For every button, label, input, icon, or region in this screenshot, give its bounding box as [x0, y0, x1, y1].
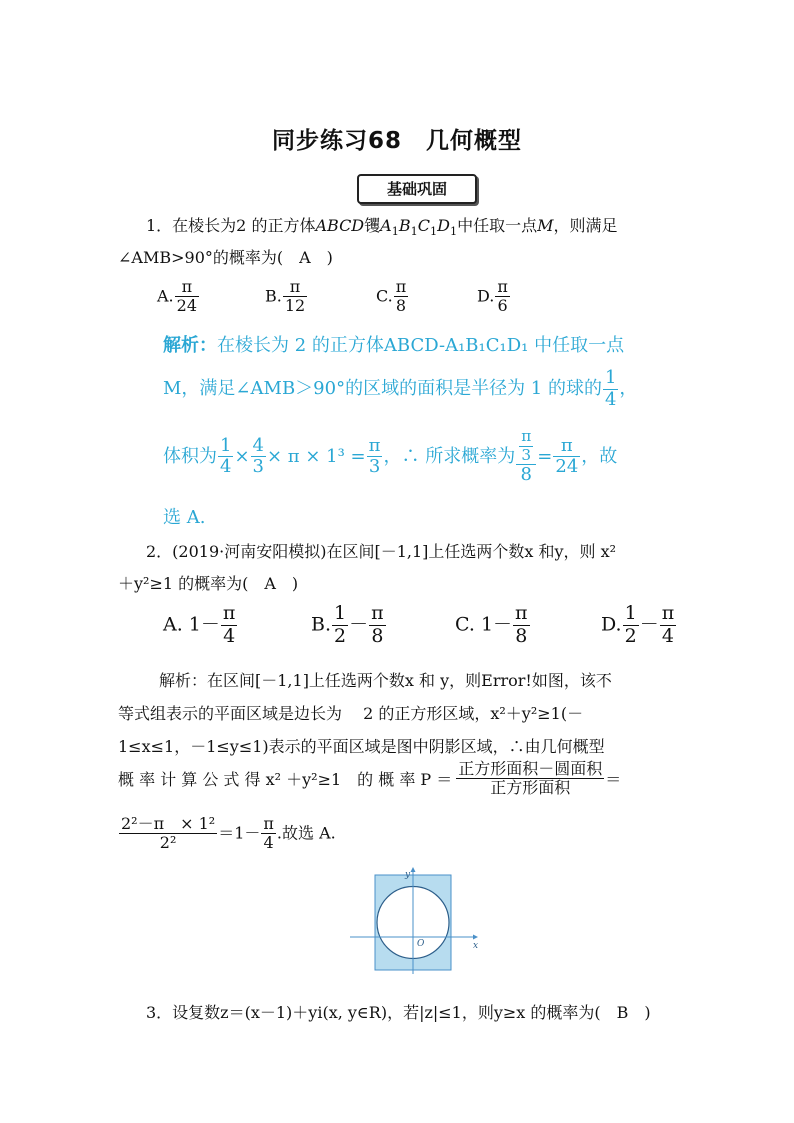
q2-option-c-label: C. 1－	[455, 613, 513, 636]
q2-option-b-num2: π	[371, 602, 384, 624]
q1-sol2-frac-num: 1	[604, 367, 617, 388]
q1-solution-line3	[163, 428, 617, 486]
q1-line1-post: 中任取一点	[457, 216, 538, 235]
q1-solution-line2	[163, 368, 637, 410]
q1-sol3-f2-den: 3	[252, 456, 264, 478]
q2-sol4-text: 概 率 计 算 公 式 得 x² ＋y²≥1 的 概 率 P ＝	[118, 770, 453, 790]
q2-option-b-minus: －	[349, 613, 369, 636]
q1-option-c-num: π	[395, 277, 407, 296]
q2-option-b	[311, 603, 387, 648]
q2-sol4-den: 正方形面积	[490, 778, 571, 798]
q1-sol3-f5-num: π	[553, 436, 580, 458]
q3-line1: 3．设复数z＝(x－1)＋yi(x, y∈R)，若|z|≤1，则y≥x 的概率为( B )	[146, 1003, 651, 1022]
q1-sol3-eq: =	[537, 445, 553, 467]
q1-sol3-f4-den: 8	[520, 464, 532, 486]
q1-sol3-end: ，故	[581, 445, 618, 467]
q2-option-b-label: B.	[311, 613, 332, 636]
q1-option-d	[477, 278, 511, 316]
q2-option-b-num1: 1	[334, 602, 347, 624]
origin-label: O	[417, 939, 425, 949]
q2-option-a-num: π	[222, 602, 236, 624]
q2-figure	[345, 864, 485, 979]
q2-sol5-fden: 4	[263, 833, 274, 853]
x-axis-label: x	[473, 941, 479, 951]
q2-line2: ＋y²≥1 的概率为( A )	[118, 574, 299, 593]
q1-solution-line1	[163, 331, 624, 357]
q2-sol4-num: 正方形面积－圆面积	[458, 759, 603, 778]
q1-option-c-label: C.	[376, 286, 393, 306]
q2-sol5-mid: ＝1－	[218, 823, 261, 843]
q2-option-d-num2: π	[661, 602, 675, 624]
q2-solution-line1: 解析：在区间[－1,1]上任选两个数x 和 y，则Error!如图，该不	[159, 671, 612, 690]
q2-option-a-den: 4	[223, 624, 236, 647]
q1-option-d-num: π	[497, 277, 508, 296]
q1-option-b	[265, 278, 308, 316]
q1-sol3-a: 体积为	[163, 445, 217, 467]
q1-option-b-label: B.	[265, 286, 282, 306]
q1-line1-end: ，则满足	[553, 216, 618, 235]
section-label: 基础巩固	[357, 174, 477, 204]
q2-option-a	[163, 603, 238, 648]
q2-option-d-minus: －	[639, 613, 659, 636]
q2-sol5-fnum: π	[263, 814, 274, 833]
q1-solution-text1: 在棱长为 2 的正方体ABCD-A₁B₁C₁D₁ 中任取一点	[217, 335, 625, 356]
q1-sol3-times: ×	[234, 445, 250, 467]
q1-option-c	[376, 278, 409, 316]
q2-sol5-num: 2²－π × 1²	[121, 814, 216, 833]
q1-garbled: 䦆	[364, 216, 381, 235]
y-axis-arrow	[411, 867, 416, 872]
q1-sol3-f5-den: 24	[555, 456, 579, 478]
q1-cube2: A	[380, 216, 392, 235]
q1-cube: ABCD	[315, 216, 365, 235]
q2-option-c-num: π	[515, 602, 528, 624]
q2-option-a-label: A. 1－	[163, 613, 220, 636]
q1-line1: 1．在棱长为2 的正方体ABCD䦆$A_1B_1C_1D_1$中任取一点M，则满足	[146, 216, 618, 238]
q1-sol3-f3-num: π	[368, 434, 381, 456]
q2-sol5-end: .故选 A.	[276, 823, 336, 843]
q2-option-b-den2: 8	[371, 624, 384, 647]
q2-option-d-den2: 4	[661, 624, 675, 647]
q2-option-d	[601, 603, 677, 648]
q1-sol3-f4-top: π	[521, 427, 532, 445]
q2-sol5-den: 2²	[159, 833, 177, 853]
q1-option-c-den: 8	[395, 296, 407, 316]
q1-option-d-label: D.	[477, 286, 495, 306]
q1-sol3-so: ，∴ 所求概率为	[383, 445, 516, 467]
page-title: 同步练习68 几何概型	[271, 128, 522, 154]
q1-solution-text2: M，满足∠AMB＞90°的区域的面积是半径为 1 的球的	[163, 378, 602, 400]
q1-option-a	[157, 278, 200, 316]
q2-option-c	[455, 603, 531, 648]
x-axis-arrow	[473, 935, 478, 940]
y-axis-label: y	[405, 870, 411, 880]
q2-option-d-num1: 1	[624, 602, 637, 624]
q1-point: M	[537, 216, 554, 235]
q1-option-a-label: A.	[157, 286, 174, 306]
q1-sol3-f4-topden: 3	[521, 445, 532, 464]
q2-solution-line4	[118, 760, 621, 798]
q2-line1: 2．(2019·河南安阳模拟)在区间[－1,1]上任选两个数x 和y，则 x²	[146, 542, 617, 561]
q1-line2: ∠AMB>90°的概率为( A )	[118, 248, 333, 267]
q1-solution-line4: 选 A.	[163, 507, 206, 528]
q1-line1-pre: 1．在棱长为2 的正方体	[146, 216, 316, 235]
q2-sol4-eq: ＝	[605, 770, 622, 790]
q1-sol3-f3-den: 3	[368, 456, 381, 478]
q2-solution-line3: 1≤x≤1，－1≤y≤1)表示的平面区域是图中阴影区域，∴由几何概型	[118, 737, 605, 756]
q1-sol2-frac-den: 4	[604, 388, 617, 410]
q1-option-d-den: 6	[497, 296, 508, 316]
q1-option-b-num: π	[283, 278, 307, 297]
q1-solution-head: 解析：	[163, 335, 217, 356]
q2-option-d-label: D.	[601, 613, 622, 636]
q2-solution-line2: 等式组表示的平面区域是边长为 2 的正方形区域，x²＋y²≥1(－	[118, 704, 584, 723]
q2-solution-line5	[118, 815, 336, 853]
q1-sol3-mid: × π × 1³ =	[267, 445, 366, 467]
q2-option-d-den1: 2	[624, 624, 637, 647]
q1-option-a-num: π	[175, 278, 199, 297]
q1-sol3-f1-den: 4	[220, 456, 232, 478]
q1-option-a-den: 24	[176, 296, 197, 316]
q1-sol3-f2-num: 4	[252, 434, 264, 456]
q1-sol3-f1-num: 1	[220, 434, 232, 456]
q1-option-b-den: 12	[284, 296, 306, 316]
q1-solution-text2b: ，	[619, 378, 638, 400]
q2-option-b-den1: 2	[334, 624, 347, 647]
q2-option-c-den: 8	[515, 624, 528, 647]
